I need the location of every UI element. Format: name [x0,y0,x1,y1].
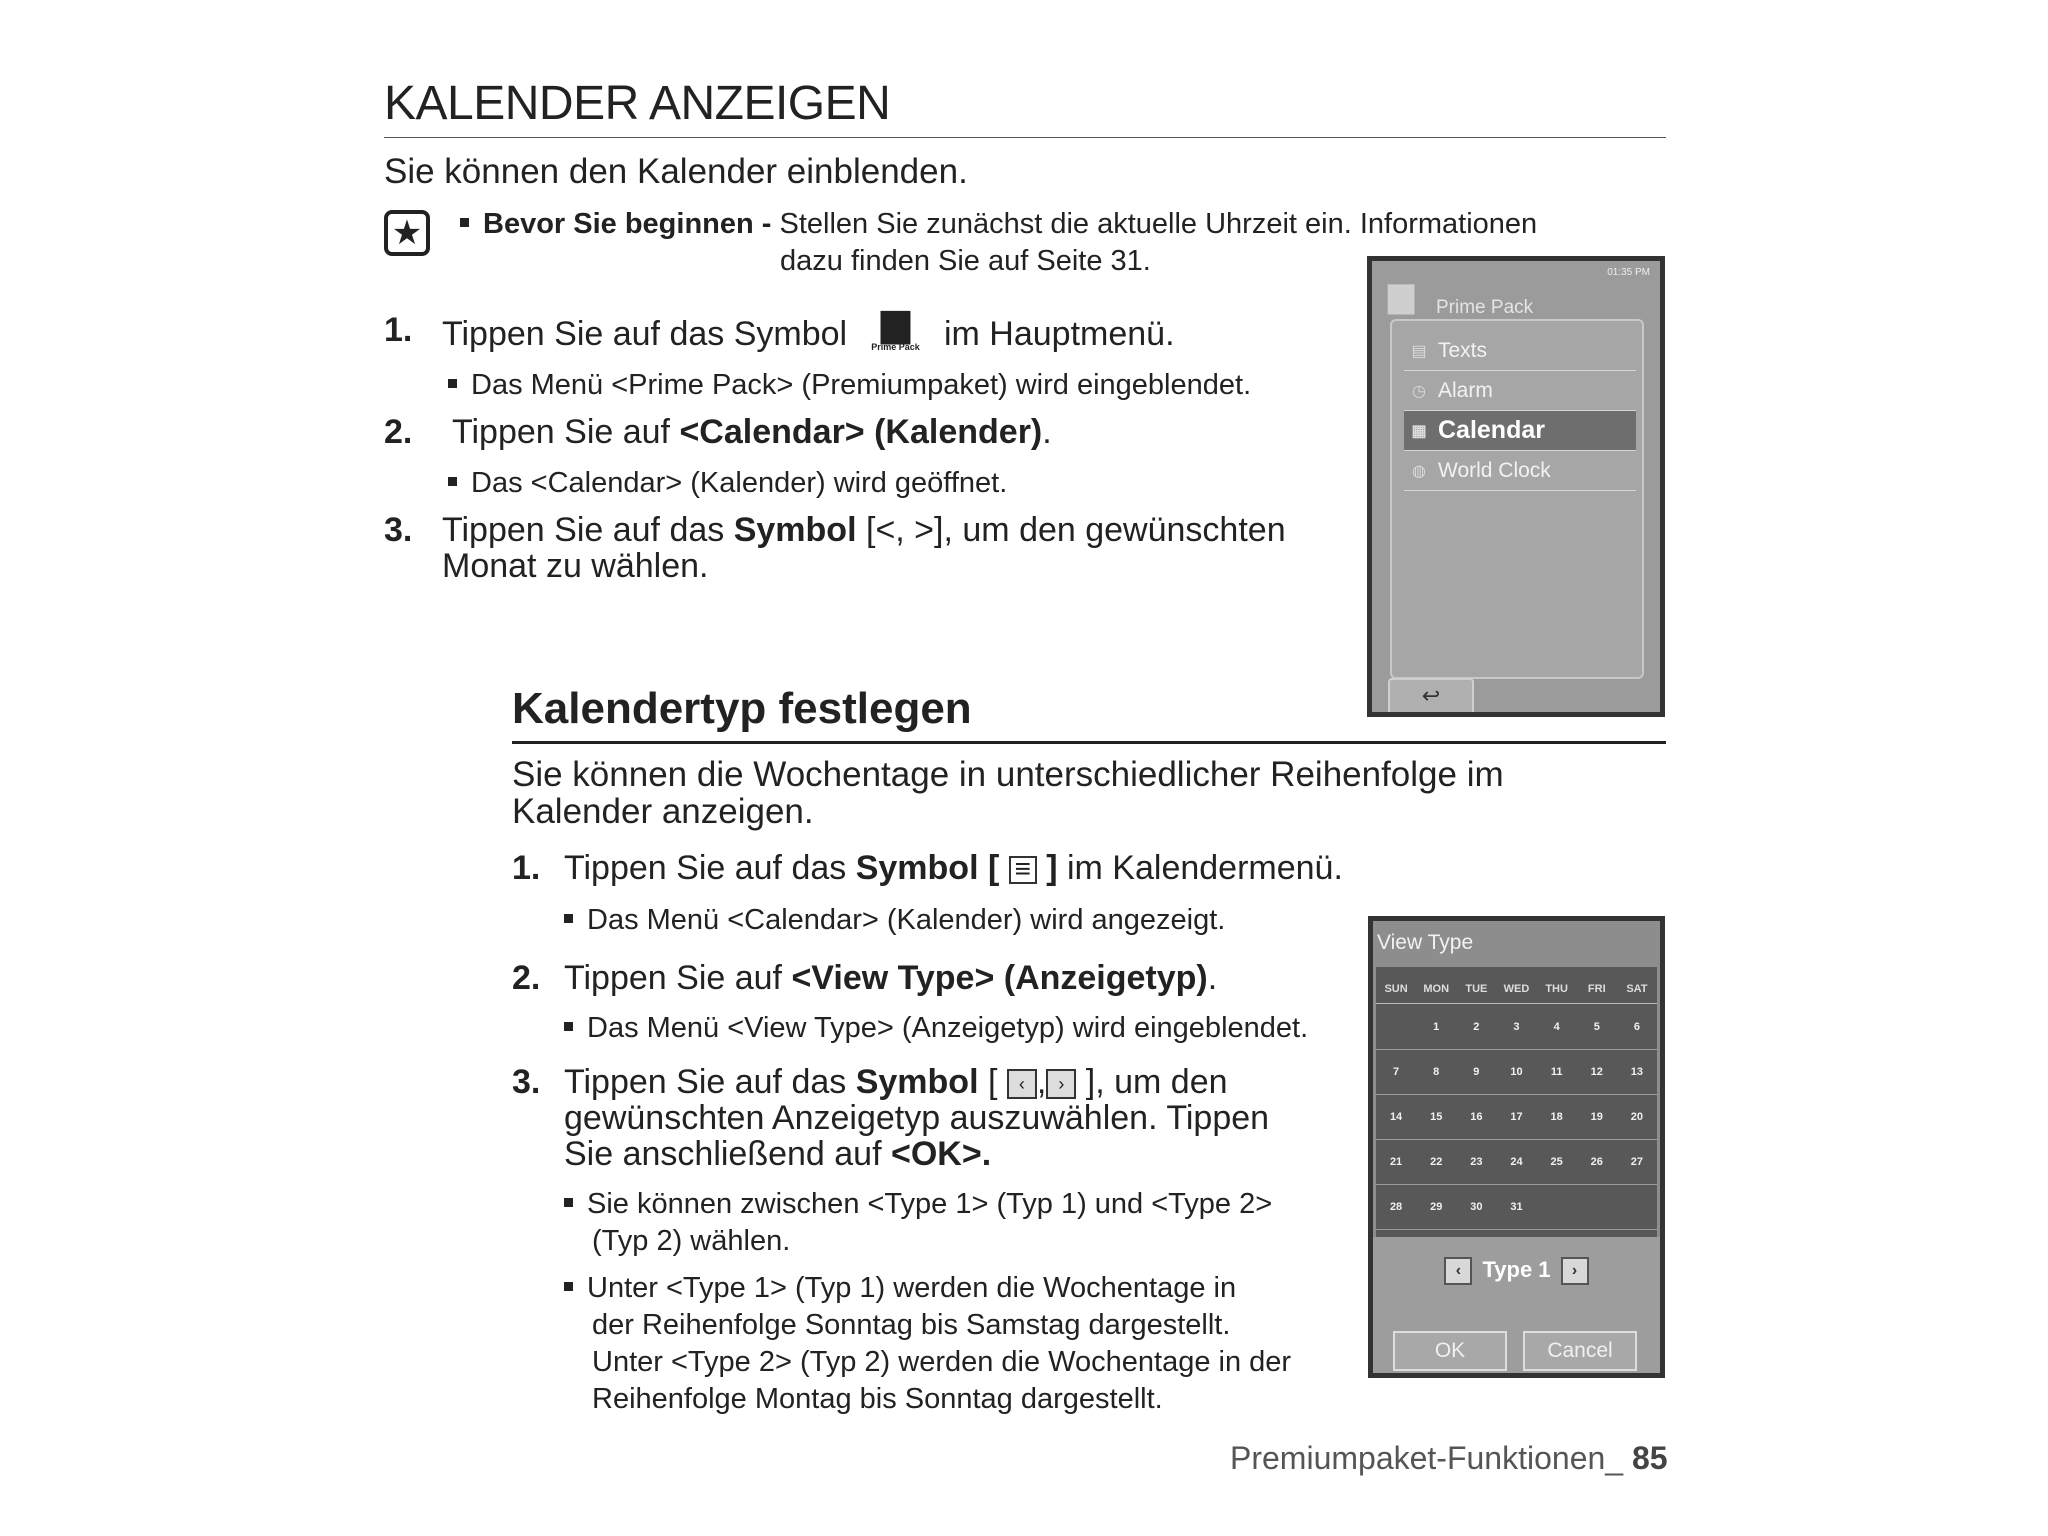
clock-icon: ◷ [1412,382,1426,400]
menu-panel [1390,319,1644,679]
footer-section: Premiumpaket-Funktionen_ [1230,1440,1632,1476]
page-title: KALENDER ANZEIGEN [384,77,891,130]
device-screen-view-type [1368,916,1665,1378]
screen-header: View Type [1377,931,1474,954]
type-value: Type 1 [1482,1257,1551,1282]
note-line1: Stellen Sie zunächst die aktuelle Uhrzeit ein. Informationen [779,208,1538,240]
step-text-post: im Hauptmenü. [943,314,1175,353]
left-arrow-icon: ‹ [1007,1069,1037,1099]
calendar-grid [1376,967,1657,1237]
menu-item-world-clock[interactable]: ◍ World Clock [1404,451,1636,491]
calendar-week-row: 28 29 30 31 [1376,1185,1657,1230]
right-arrow-icon: › [1046,1069,1076,1099]
calendar-week-row: 1 2 3 4 5 6 [1376,1005,1657,1050]
arrow-icons: <, > [875,511,935,549]
step-2-result: Das <Calendar> (Kalender) wird geöffnet. [448,465,1007,502]
sec-step-1: 1. Tippen Sie auf das Symbol [ ≡ ] im Kalendermenü. [512,849,1343,887]
bullet-icon [564,1198,573,1207]
back-arrow-icon: ↩ [1421,683,1441,708]
sec-step-2: 2. Tippen Sie auf <View Type> (Anzeigetyp). [512,959,1218,997]
calendar-week-row: 21 22 23 24 25 26 27 [1376,1140,1657,1185]
step-number: 1. [384,311,413,349]
menu-item-texts[interactable]: ▤ Texts [1404,331,1636,371]
calendar-week-row: 14 15 16 17 18 19 20 [1376,1095,1657,1140]
step-2: 2. Tippen Sie auf <Calendar> (Kalender). [384,413,1052,451]
step-3: 3. Tippen Sie auf das Symbol [<, >], um den gewünschten Monat zu wählen. [384,511,1286,585]
device-screen-prime-pack [1367,256,1665,717]
sec-step-3-note-2: Unter <Type 1> (Typ 1) werden die Wochentage in der Reihenfolge Sonntag bis Samstag dargestellt. Unter <Type 2> (Typ 2) werden die Wochentage in der Reihenfolge Montag bis Sonntag dargestellt. [564,1270,1384,1418]
sec-step-3-note-1: Sie können zwischen <Type 1> (Typ 1) und <Type 2> (Typ 2) wählen. [564,1186,1364,1260]
bullet-icon [564,1022,573,1031]
page-footer [1230,1440,1668,1477]
intro-text: Sie können den Kalender einblenden. [384,152,968,191]
prime-pack-icon: ▆ Prime Pack [871,302,920,352]
type-next-button[interactable]: › [1561,1257,1589,1285]
star-note-icon: ★ [384,210,430,256]
menu-item-calendar[interactable]: ▦ Calendar [1404,411,1636,451]
bullet-icon [448,477,457,486]
note-line2: dazu finden Sie auf Seite 31. [780,245,1151,277]
step-text: Tippen Sie auf das Symbol [442,314,848,353]
menu-icon: ≡ [1009,856,1037,884]
bullet-icon [564,1282,573,1291]
section-divider [512,741,1666,744]
screen-header: Prime Pack [1436,297,1534,318]
note-label: Bevor Sie beginnen - [483,208,772,240]
step-1 [384,302,1344,360]
bullet-icon [448,379,457,388]
step-1-result: Das Menü <Prime Pack> (Premiumpaket) wird eingeblendet. [448,367,1251,404]
title-divider [384,137,1666,138]
bullet-icon [460,218,469,227]
type-prev-button[interactable]: ‹ [1444,1257,1472,1285]
back-button[interactable] [1388,678,1474,712]
view-type-selector [1373,1237,1660,1373]
ok-button[interactable]: OK [1393,1331,1507,1371]
sec-step-2-result: Das Menü <View Type> (Anzeigetyp) wird eingeblendet. [564,1010,1308,1047]
menu-item-alarm[interactable]: ◷ Alarm [1404,371,1636,411]
sec-step-1-result: Das Menü <Calendar> (Kalender) wird angezeigt. [564,902,1225,939]
sec-step-3: 3. Tippen Sie auf das Symbol [ ‹ , › ], um den gewünschten Anzeigetyp auszuwählen. Tippen Sie anschließend auf <OK>. [512,1063,1270,1173]
globe-icon: ◍ [1412,462,1426,480]
prime-pack-icon: ▆ [1388,276,1415,314]
section-intro: Sie können die Wochentage in unterschiedlicher Reihenfolge im Kalender anzeigen. [512,755,1504,831]
page-number: 85 [1631,1440,1668,1476]
document-icon: ▤ [1411,342,1427,360]
section-title: Kalendertyp festlegen [512,684,972,733]
status-time: 01:35 PM [1607,267,1650,278]
bullet-icon [564,914,573,923]
weekday-row: SUN MON TUE WED THU FRI SAT [1376,983,1657,1004]
calendar-week-row: 7 8 9 10 11 12 13 [1376,1050,1657,1095]
cancel-button[interactable]: Cancel [1523,1331,1637,1371]
calendar-icon: ▦ [1411,422,1427,440]
